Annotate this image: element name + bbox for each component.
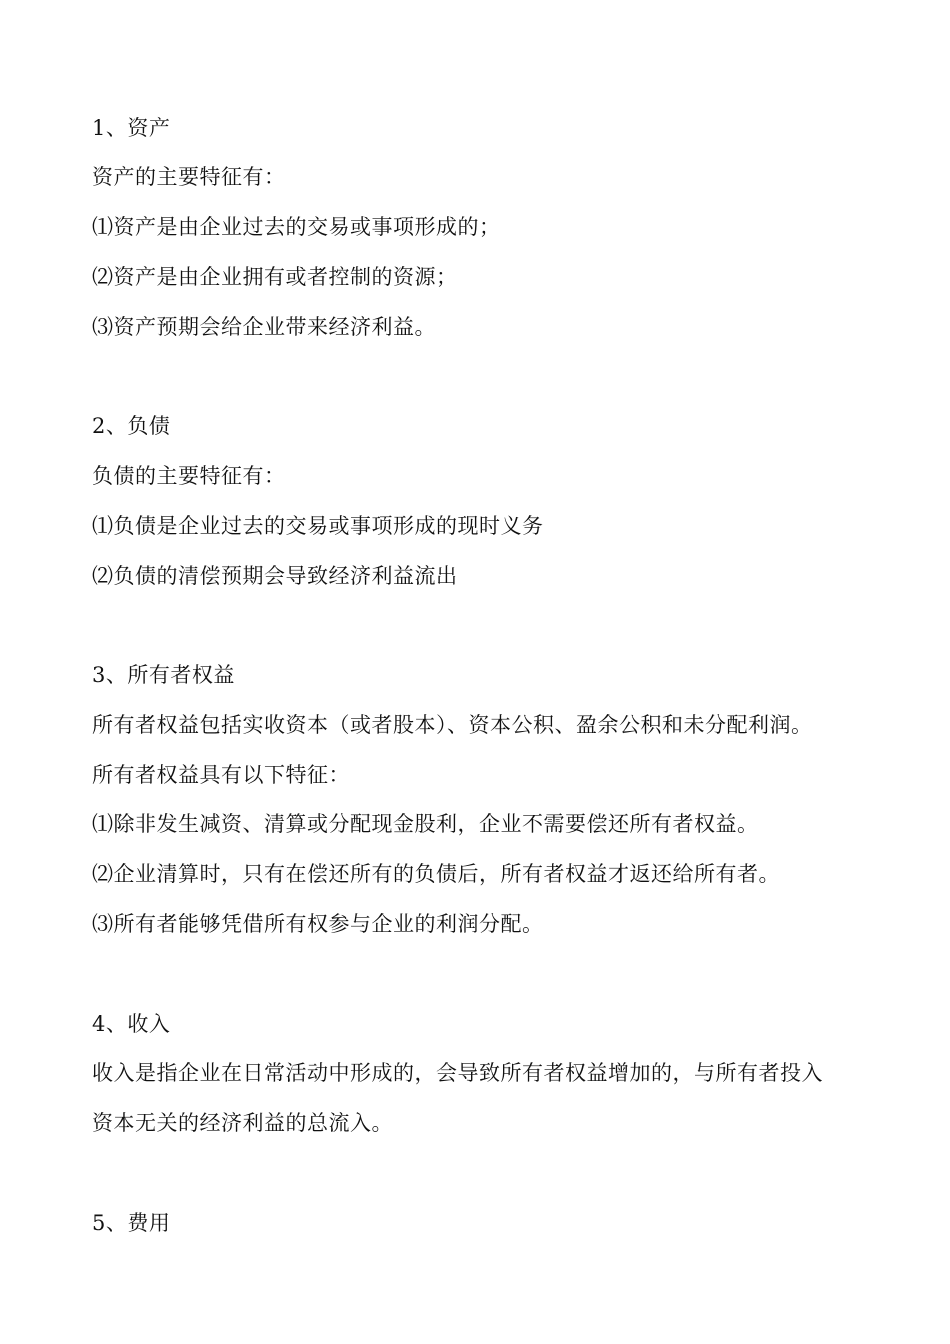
paragraph-line: 负债的主要特征有： bbox=[92, 464, 286, 488]
list-item: ⑶所有者能够凭借所有权参与企业的利润分配。 bbox=[92, 912, 544, 936]
section-heading-owners-equity: 3、所有者权益 bbox=[92, 663, 235, 687]
list-item: ⑵负债的清偿预期会导致经济利益流出 bbox=[92, 564, 458, 588]
list-item: ⑴资产是由企业过去的交易或事项形成的； bbox=[92, 215, 501, 239]
list-item: ⑵企业清算时，只有在偿还所有的负债后，所有者权益才返还给所有者。 bbox=[92, 862, 780, 886]
list-item: ⑵资产是由企业拥有或者控制的资源； bbox=[92, 265, 458, 289]
paragraph-line: 所有者权益包括实收资本（或者股本）、资本公积、盈余公积和未分配利润。 bbox=[92, 713, 813, 737]
paragraph-line: 资本无关的经济利益的总流入。 bbox=[92, 1111, 393, 1135]
list-item: ⑴负债是企业过去的交易或事项形成的现时义务 bbox=[92, 514, 544, 538]
list-item: ⑶资产预期会给企业带来经济利益。 bbox=[92, 315, 436, 339]
section-heading-assets: 1、资产 bbox=[92, 116, 171, 140]
section-heading-revenue: 4、收入 bbox=[92, 1012, 171, 1036]
section-heading-liabilities: 2、负债 bbox=[92, 414, 171, 438]
list-item: ⑴除非发生减资、清算或分配现金股利，企业不需要偿还所有者权益。 bbox=[92, 812, 759, 836]
paragraph-line: 资产的主要特征有： bbox=[92, 165, 286, 189]
section-heading-expenses: 5、费用 bbox=[92, 1211, 171, 1235]
paragraph-line: 收入是指企业在日常活动中形成的，会导致所有者权益增加的，与所有者投入 bbox=[92, 1061, 823, 1085]
paragraph-line: 所有者权益具有以下特征： bbox=[92, 763, 350, 787]
